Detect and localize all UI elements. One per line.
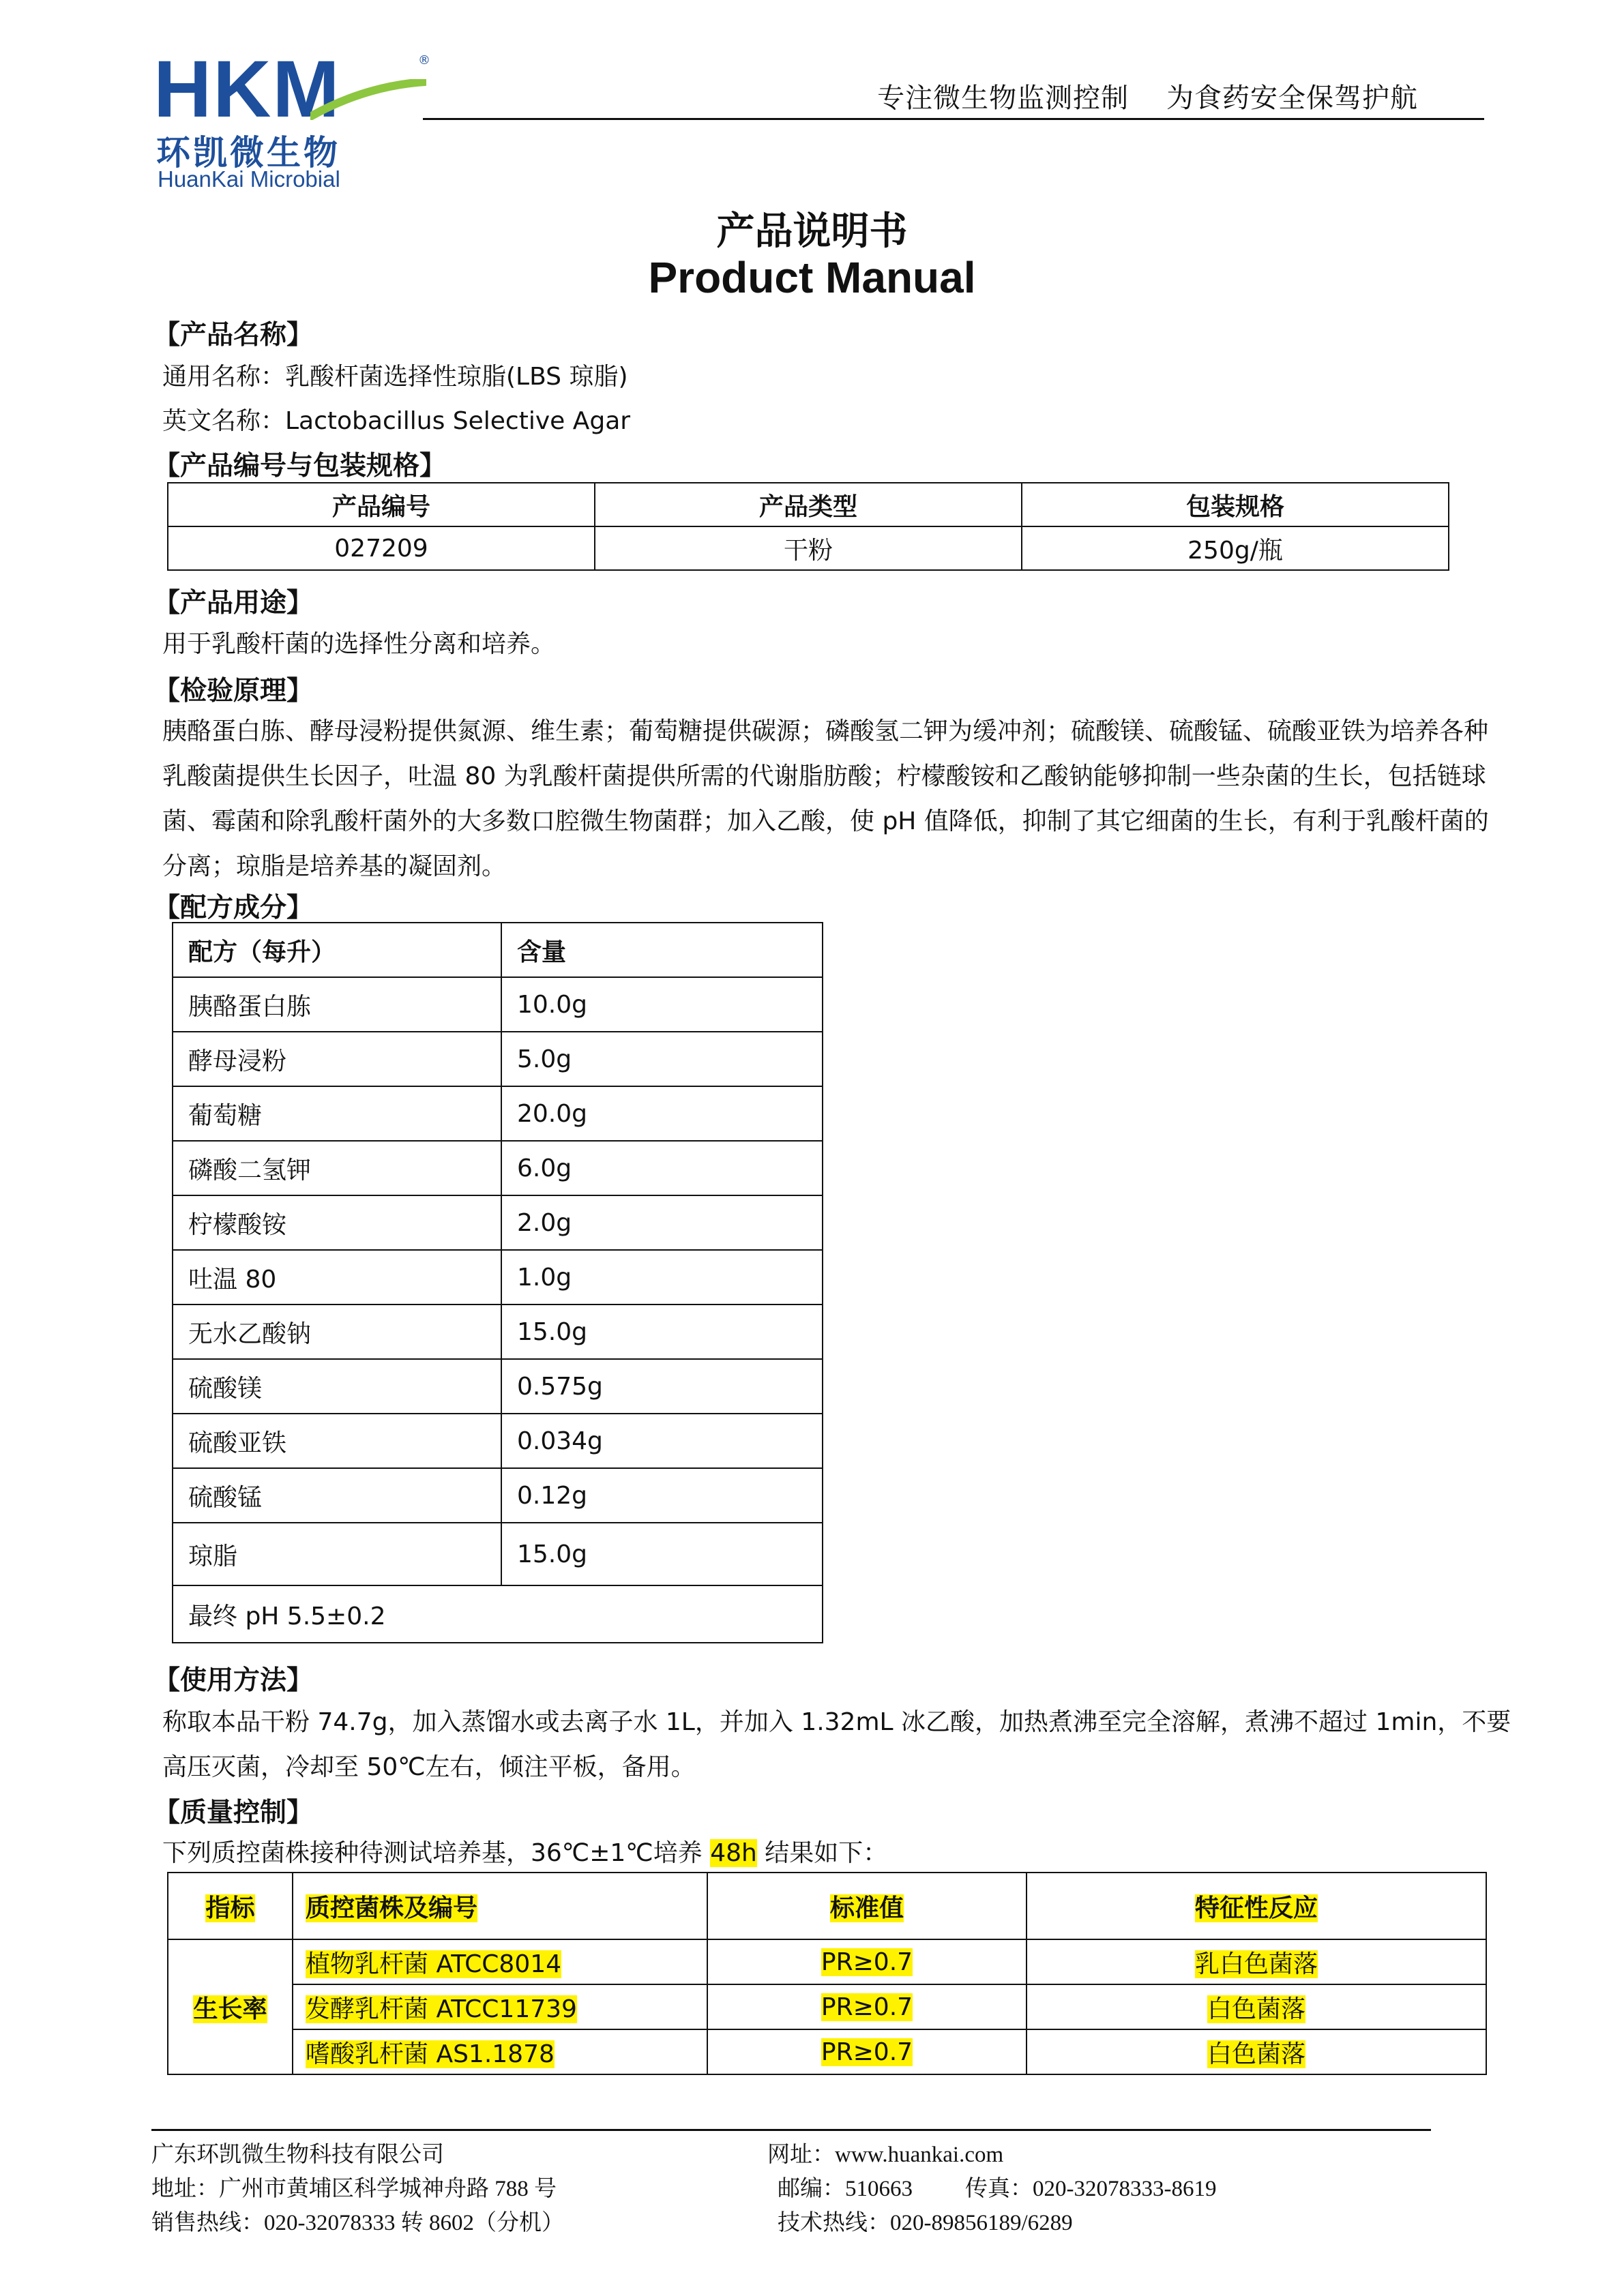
package-size: 250g/瓶 — [1022, 526, 1449, 570]
section-heading-principle: 【检验原理】 — [153, 676, 314, 706]
page-title-en: Product Manual — [648, 253, 976, 302]
strain-text: 植物乳杆菌 ATCC8014 — [306, 1950, 562, 1978]
qc-standard — [707, 2029, 1027, 2074]
section-heading-product-name: 【产品名称】 — [153, 320, 314, 351]
footer-company: 广东环凯微生物科技有限公司 — [151, 2143, 444, 2167]
usage-text: 用于乳酸杆菌的选择性分离和培养。 — [162, 630, 556, 658]
registered-mark: ® — [418, 53, 430, 68]
qc-strain — [293, 1984, 707, 2029]
strain-text: 嗜酸乳杆菌 AS1.1878 — [306, 2040, 555, 2068]
table-row — [173, 1414, 823, 1468]
table-header-cell — [1027, 1873, 1486, 1939]
qc-standard — [707, 1984, 1027, 2029]
principle-line: 菌、霉菌和除乳酸杆菌外的大多数口腔微生物菌群；加入乙酸，使 pH 值降低，抑制了其它细菌的生长，有利于乳酸杆菌的 — [162, 807, 1489, 835]
generic-name: 通用名称：乳酸杆菌选择性琼脂(LBS 琼脂) — [162, 363, 628, 391]
page-title-cn: 产品说明书 — [716, 209, 908, 254]
header-label: 质控菌株及编号 — [306, 1894, 478, 1922]
standard-text: PR≥0.7 — [821, 1993, 913, 2021]
qc-table — [167, 1872, 1487, 2075]
qc-intro — [162, 1831, 887, 1876]
ingredient-amount: 15.0g — [501, 1304, 823, 1359]
method-line: 高压灭菌，冷却至 50℃左右，倾注平板，备用。 — [162, 1753, 696, 1781]
ingredient-name: 磷酸二氢钾 — [173, 1141, 501, 1195]
section-heading-usage: 【产品用途】 — [153, 588, 314, 618]
ingredient-amount: 6.0g — [501, 1141, 823, 1195]
logo-wordmark: HKM — [153, 44, 341, 134]
footer-address: 地址：广州市黄埔区科学城神舟路 788 号 — [151, 2177, 557, 2201]
table-row — [173, 1523, 823, 1585]
table-row — [168, 1939, 1486, 1984]
header-divider — [423, 118, 1484, 120]
reaction-text: 乳白色菌落 — [1194, 1950, 1318, 1978]
ingredient-name: 葡萄糖 — [173, 1086, 501, 1141]
table-row — [168, 2029, 1486, 2074]
reaction-text: 白色菌落 — [1207, 2040, 1305, 2068]
ingredient-name: 无水乙酸钠 — [173, 1304, 501, 1359]
ingredient-name: 硫酸锰 — [173, 1468, 501, 1523]
group-label-text: 生长率 — [193, 1995, 267, 2023]
table-header-cell: 含量 — [501, 923, 823, 977]
ingredient-amount: 1.0g — [501, 1250, 823, 1304]
table-row — [173, 1086, 823, 1141]
table-row — [173, 1032, 823, 1086]
table-row — [173, 1585, 823, 1643]
product-type: 干粉 — [595, 526, 1022, 570]
packaging-table — [167, 482, 1449, 571]
qc-intro-text: 下列质控菌株接种待测试培养基，36℃±1℃培养 — [162, 1839, 711, 1867]
ingredient-amount: 0.034g — [501, 1414, 823, 1468]
footer-fax: 传真：020-32078333-8619 — [965, 2177, 1217, 2201]
final-ph: 最终 pH 5.5±0.2 — [173, 1585, 823, 1643]
qc-intro-text: 结果如下： — [756, 1839, 888, 1867]
ingredient-amount: 15.0g — [501, 1523, 823, 1585]
table-header-cell: 产品编号 — [168, 483, 595, 526]
company-logo — [153, 44, 430, 192]
table-header-row — [168, 1873, 1486, 1939]
ingredient-amount: 20.0g — [501, 1086, 823, 1141]
principle-line: 胰酪蛋白胨、酵母浸粉提供氮源、维生素；葡萄糖提供碳源；磷酸氢二钾为缓冲剂；硫酸镁、硫酸锰、硫酸亚铁为培养各种 — [162, 717, 1489, 745]
header-label: 指标 — [205, 1894, 255, 1922]
ingredient-amount: 0.12g — [501, 1468, 823, 1523]
ingredient-name: 硫酸亚铁 — [173, 1414, 501, 1468]
qc-reaction — [1027, 2029, 1486, 2074]
strain-text: 发酵乳杆菌 ATCC11739 — [306, 1995, 577, 2023]
footer-tech-hotline: 技术热线：020-89856189/6289 — [778, 2211, 1073, 2235]
logo-chinese-name: 环凯微生物 — [156, 133, 340, 173]
ingredient-name: 吐温 80 — [173, 1250, 501, 1304]
section-heading-qc: 【质量控制】 — [153, 1798, 314, 1828]
table-header-row — [173, 923, 823, 977]
table-header-cell — [707, 1873, 1027, 1939]
footer-sales-hotline: 销售热线：020-32078333 转 8602（分机） — [151, 2211, 564, 2235]
principle-line: 分离；琼脂是培养基的凝固剂。 — [162, 852, 507, 880]
header-slogan: 专注微生物监测控制 为食药安全保驾护航 — [877, 83, 1418, 114]
ingredient-name: 琼脂 — [173, 1523, 501, 1585]
table-row — [173, 1359, 823, 1414]
section-heading-packaging: 【产品编号与包装规格】 — [153, 451, 447, 481]
table-header-cell — [168, 1873, 293, 1939]
qc-intro-highlight: 48h — [710, 1839, 757, 1867]
header-label: 标准值 — [829, 1894, 904, 1922]
ingredient-name: 硫酸镁 — [173, 1359, 501, 1414]
table-row — [173, 1195, 823, 1250]
qc-reaction — [1027, 1939, 1486, 1984]
qc-standard — [707, 1939, 1027, 1984]
standard-text: PR≥0.7 — [821, 1948, 913, 1976]
table-row — [173, 1304, 823, 1359]
ingredient-amount: 2.0g — [501, 1195, 823, 1250]
formula-table — [172, 922, 823, 1643]
reaction-text: 白色菌落 — [1207, 1995, 1305, 2023]
footer-divider — [151, 2129, 1431, 2131]
table-header-row — [168, 483, 1449, 526]
product-code: 027209 — [168, 526, 595, 570]
qc-reaction — [1027, 1984, 1486, 2029]
logo-english-name: HuanKai Microbial — [158, 166, 340, 192]
ingredient-amount: 10.0g — [501, 977, 823, 1032]
table-row — [173, 1468, 823, 1523]
standard-text: PR≥0.7 — [821, 2038, 913, 2066]
qc-strain — [293, 2029, 707, 2074]
ingredient-name: 胰酪蛋白胨 — [173, 977, 501, 1032]
english-name: 英文名称：Lactobacillus Selective Agar — [162, 407, 631, 435]
logo-swoosh-icon — [310, 79, 426, 120]
table-row — [173, 1250, 823, 1304]
table-row — [173, 1141, 823, 1195]
method-line: 称取本品干粉 74.7g，加入蒸馏水或去离子水 1L，并加入 1.32mL 冰乙酸，加热煮沸至完全溶解，煮沸不超过 1min，不要 — [162, 1708, 1511, 1736]
table-header-cell: 产品类型 — [595, 483, 1022, 526]
header-label: 特征性反应 — [1194, 1894, 1318, 1922]
principle-line: 乳酸菌提供生长因子，吐温 80 为乳酸杆菌提供所需的代谢脂肪酸；柠檬酸铵和乙酸钠能够抑制一些杂菌的生长，包括链球 — [162, 762, 1486, 790]
qc-strain — [293, 1939, 707, 1984]
table-row — [168, 526, 1449, 570]
section-heading-formula: 【配方成分】 — [153, 893, 314, 923]
table-row — [173, 977, 823, 1032]
table-row — [168, 1984, 1486, 2029]
section-heading-method: 【使用方法】 — [153, 1665, 314, 1696]
footer-website: 网址：www.huankai.com — [767, 2143, 1004, 2167]
table-header-cell — [293, 1873, 707, 1939]
footer-postcode: 邮编：510663 — [778, 2177, 913, 2201]
table-header-cell: 配方（每升） — [173, 923, 501, 977]
ingredient-name: 酵母浸粉 — [173, 1032, 501, 1086]
qc-group-label — [168, 1939, 293, 2074]
ingredient-amount: 0.575g — [501, 1359, 823, 1414]
table-header-cell: 包装规格 — [1022, 483, 1449, 526]
ingredient-name: 柠檬酸铵 — [173, 1195, 501, 1250]
ingredient-amount: 5.0g — [501, 1032, 823, 1086]
